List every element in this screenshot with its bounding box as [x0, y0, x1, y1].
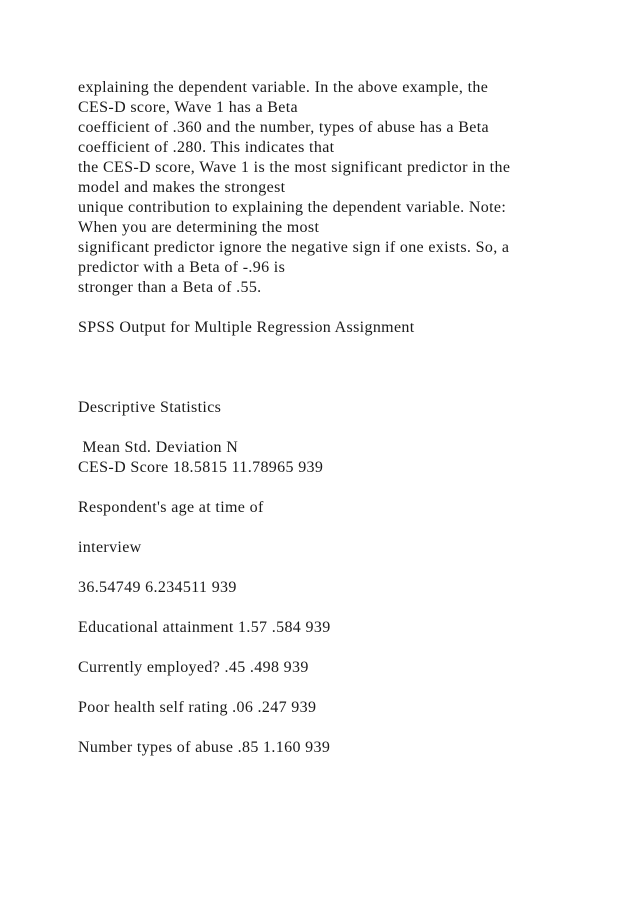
table-row: 36.54749 6.234511 939: [78, 579, 237, 596]
table-title: Descriptive Statistics: [78, 399, 222, 416]
table-row: Currently employed? .45 .498 939: [78, 659, 309, 676]
paragraph-line: When you are determining the most: [78, 219, 320, 236]
table-row: interview: [78, 539, 142, 556]
table-row: Respondent's age at time of: [78, 499, 264, 516]
paragraph-line: predictor with a Beta of -.96 is: [78, 259, 286, 276]
paragraph-line: unique contribution to explaining the dependent variable. Note:: [78, 199, 507, 216]
paragraph-line: explaining the dependent variable. In the above example, the: [78, 79, 489, 96]
table-header: Mean Std. Deviation N: [78, 439, 239, 456]
table-row: Poor health self rating .06 .247 939: [78, 699, 317, 716]
paragraph-line: significant predictor ignore the negative sign if one exists. So, a: [78, 239, 510, 256]
paragraph-line: model and makes the strongest: [78, 179, 286, 196]
table-row: Number types of abuse .85 1.160 939: [78, 739, 331, 756]
paragraph-line: the CES-D score, Wave 1 is the most significant predictor in the: [78, 159, 511, 176]
paragraph-line: CES-D score, Wave 1 has a Beta: [78, 99, 298, 116]
table-row: Educational attainment 1.57 .584 939: [78, 619, 331, 636]
paragraph-line: coefficient of .360 and the number, types of abuse has a Beta: [78, 119, 489, 136]
paragraph-line: coefficient of .280. This indicates that: [78, 139, 335, 156]
section-heading: SPSS Output for Multiple Regression Assignment: [78, 319, 415, 336]
table-row: CES-D Score 18.5815 11.78965 939: [78, 459, 324, 476]
paragraph-line: stronger than a Beta of .55.: [78, 279, 262, 296]
